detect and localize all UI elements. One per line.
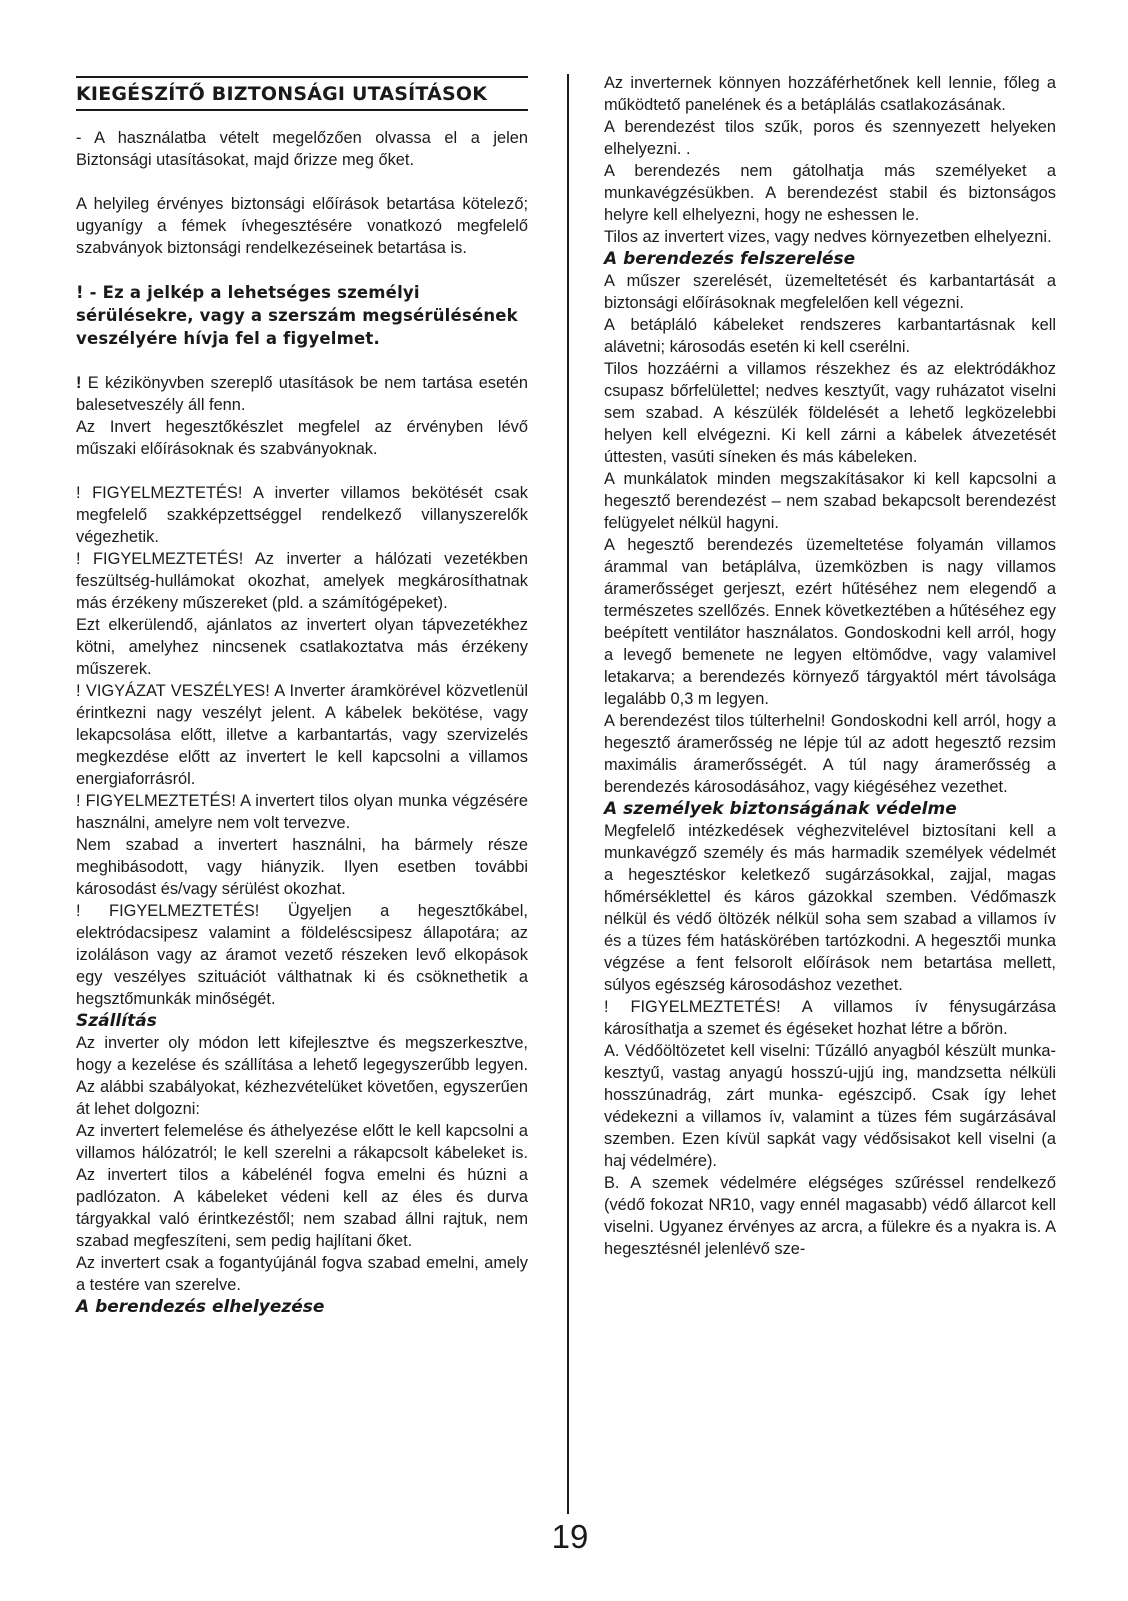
section-heading-placement: A berendezés elhelyezése bbox=[76, 1297, 325, 1317]
paragraph-stable-place: A berendezés nem gátolhatja más személyeket a munkavégzésükben. A berendezést stabil és biztonságos helyre kell elhelyezni, hogy ne eshessen le. bbox=[604, 162, 1056, 224]
section-heading-transport: Szállítás bbox=[76, 1011, 157, 1031]
paragraph-overload: A berendezést tilos túlterhelni! Gondoskodni kell arról, hogy a hegesztő áramerősség ne lépje túl az adott hegesztő rezsim maximális áramerősségét. A túl nagy áramerősség a berendezés károsodásához, vagy kiégéséhez vezethet. bbox=[604, 712, 1056, 796]
paragraph-no-dusty-places: A berendezést tilos szűk, poros és szennyezett helyeken elhelyezni. . bbox=[604, 118, 1056, 158]
warning-voltage-waves: ! FIGYELMEZTETÉS! Az inverter a hálózati vezetékben feszültség-hullámokat okozhat, amelyek megkárosíthatnak más érzékeny műszereket (pld. a számítógépeket). bbox=[76, 550, 528, 612]
section-heading-personal-protection: A személyek biztonságának védelme bbox=[604, 799, 957, 819]
left-column bbox=[76, 72, 528, 1318]
paragraph-standards: Az Invert hegesztőkészlet megfelel az érvényben lévő műszaki előírásoknak és szabványoknak. bbox=[76, 418, 528, 458]
exclamation-mark: ! bbox=[76, 374, 82, 392]
paragraph-damaged-parts: Nem szabad a invertert használni, ha bármely része meghibásodott, vagy hiányzik. Ilyen esetben további károsodást és/vagy sérülést okozhat. bbox=[76, 836, 528, 898]
paragraph-installation-rules: A műszer szerelését, üzemeltetését és karbantartását a biztonsági előírásoknak megfelelően kell végezni. bbox=[604, 272, 1056, 312]
paragraph-no-bare-skin: Tilos hozzáérni a villamos részekhez és az elektródákhoz csupasz bőrfelülettel; nedves kesztyűt, vagy ruházatot viselni sem szabad. A készülék földelését a lehető legközelebbi helyen kell elvégezni. Ki kell zárni a kábelek átvezetését úttesten, vasúti síneken és más kábeleken. bbox=[604, 360, 1056, 466]
page-number: 19 bbox=[551, 1518, 589, 1555]
warning-intended-use: ! FIGYELMEZTETÉS! A invertert tilos olyan munka végzésére használni, amelyre nem volt tervezve. bbox=[76, 792, 528, 832]
right-column bbox=[604, 72, 1056, 1260]
paragraph-accident-risk-text: E kézikönyvben szereplő utasítások be nem tartása esetén balesetveszély áll fenn. bbox=[76, 374, 528, 414]
paragraph-switch-off: A munkálatok minden megszakításakor ki kell kapcsolni a hegesztő berendezést – nem szabad bekapcsolt berendezést felügyelet nélkül hagyni. bbox=[604, 470, 1056, 532]
paragraph-local-regulations: A helyileg érvényes biztonsági előírások betartása kötelező; ugyanígy a fémek ívhegesztésére vonatkozó megfelelő szabványok biztonsági rendelkezéseinek betartása is. bbox=[76, 195, 528, 257]
paragraph-protective-clothing: A. Védőöltözetet kell viselni: Tűzálló anyagból készült munka-kesztyű, vastag anyagú hosszú-ujjú ing, mandzsetta nélküli hosszúnadrág, zárt munka- egészcipő. Csak így lehet védekezni a villamos ív, valamint a tüzes fém sugárzásával szemben. Ezen kívül sapkát vagy védősisakot kell viselni (a haj védelmére). bbox=[604, 1042, 1056, 1170]
warning-symbol-explanation: ! - Ez a jelkép a lehetséges személyi sérülésekre, vagy a szerszám megsérülésének veszélyére hívja fel a figyelmet. bbox=[76, 283, 518, 348]
paragraph-cooling: A hegesztő berendezés üzemeltetése folyamán villamos árammal van betáplálva, üzemközben is nagy villamos áramerősséget gerjeszt, ezért hűtéséhez nem elegendő a természetes szellőzés. Ennek következtében a hűtéséhez egy beépített ventilátor használatos. Gondoskodni kell arról, hogy a levegő bemenete ne legyen eltömődve, vagy valamivel letakarva; a berendezés környező tárgyaktól mért távolsága legalább 0,3 m legyen. bbox=[604, 536, 1056, 708]
paragraph-eye-protection: B. A szemek védelmére elégséges szűréssel rendelkező (védő fokozat NR10, vagy ennél magasabb) védő állarcot kell viselni. Ugyanez érvényes az arcra, a fülekre és a nyakra is. A hegesztésnél jelenlévő sze- bbox=[604, 1174, 1056, 1258]
paragraph-accident-risk bbox=[76, 372, 528, 416]
paragraph-no-wet-places: Tilos az invertert vizes, vagy nedves környezetben elhelyezni. bbox=[604, 228, 1052, 246]
page-title: KIEGÉSZÍTŐ BIZTONSÁGI UTASÍTÁSOK bbox=[76, 83, 488, 105]
title-block bbox=[76, 76, 528, 111]
paragraph-lift-handle: Az invertert csak a fogantyújánál fogva szabad emelni, amely a testére van szerelve. bbox=[76, 1254, 528, 1294]
warning-electrical-connection: ! FIGYELMEZTETÉS! A inverter villamos bekötését csak megfelelő szakképzettséggel rendelkező villanyszerelők végezhetik. bbox=[76, 484, 528, 546]
paragraph-cable-maintenance: A betápláló kábeleket rendszeres karbantartásnak kell alávetni; károsodás esetén ki kell cserélni. bbox=[604, 316, 1056, 356]
warning-cable-condition: ! FIGYELMEZTETÉS! Ügyeljen a hegesztőkábel, elektródacsipesz valamint a földeléscsipesz állapotára; az izoláláson vagy az áramot vezető részeken levő elkopások egy veszélyes szituációt válthatnak ki és csöknethetik a hegsztőmunkák minőségét. bbox=[76, 902, 528, 1008]
paragraph-separate-supply: Ezt elkerülendő, ajánlatos az invertert olyan tápvezetékhez kötni, amelyhez nincsenek csatlakoztatva más érzékeny műszerek. bbox=[76, 616, 528, 678]
warning-arc-radiation: ! FIGYELMEZTETÉS! A villamos ív fénysugárzása károsíthatja a szemet és égéseket hozhat létre a bőrön. bbox=[604, 998, 1056, 1038]
paragraph-transport-design: Az inverter oly módon lett kifejlesztve és megszerkesztve, hogy a kezelése és szállítása a lehető legegyszerűbb legyen. Az alábbi szabályokat, kézhezvételüket követően, egyszerűen át lehet dolgozni: bbox=[76, 1034, 528, 1118]
paragraph-transport-rules: Az invertert felemelése és áthelyezése előtt le kell kapcsolni a villamos hálózatról; le kell szerelni a rákapcsolt kábeleket is. Az invertert tilos a kábelénél fogva emelni és húzni a padlózaton. A kábeleket védeni kell az éles és durva tárgyakkal való érintkezéstől; nem szabad állni rajtuk, nem szabad megfeszíteni, sem pedig hajlítani őket. bbox=[76, 1122, 528, 1250]
paragraph-read-instructions: - A használatba vételt megelőzően olvassa el a jelen Biztonsági utasításokat, majd őrizze meg őket. bbox=[76, 129, 528, 169]
warning-danger-circuit: ! VIGYÁZAT VESZÉLYES! A Inverter áramkörével közvetlenül érintkezni nagy veszélyt jelent. A kábelek bekötése, vagy lekapcsolása előtt, illetve a karbantartás, vagy szervizelés megkezdése előtt az invertert le kell kapcsolni a villamos energiaforrásról. bbox=[76, 682, 528, 788]
column-divider bbox=[567, 74, 569, 1514]
paragraph-accessibility: Az inverternek könnyen hozzáférhetőnek kell lennie, főleg a működtető panelének és a betáplálás csatlakozásának. bbox=[604, 74, 1056, 114]
paragraph-protection-measures: Megfelelő intézkedések véghezvitelével biztosítani kell a munkavégző személy és más harmadik személyek védelmét a hegesztéskor keletkező sugárzásokkal, zajjal, magas hőmérséklettel és káros gázokkal szemben. Védőmaszk nélkül és védő öltözék nélkül soha sem szabad a villamos ív és a tüzes fém hatáskörében tartózkodni. A hegesztői munka végzése a fent felsorolt előírások nem betartása mellett, súlyos egészség károsodáshoz vezethet. bbox=[604, 822, 1056, 994]
section-heading-installation: A berendezés felszerelése bbox=[604, 249, 856, 269]
